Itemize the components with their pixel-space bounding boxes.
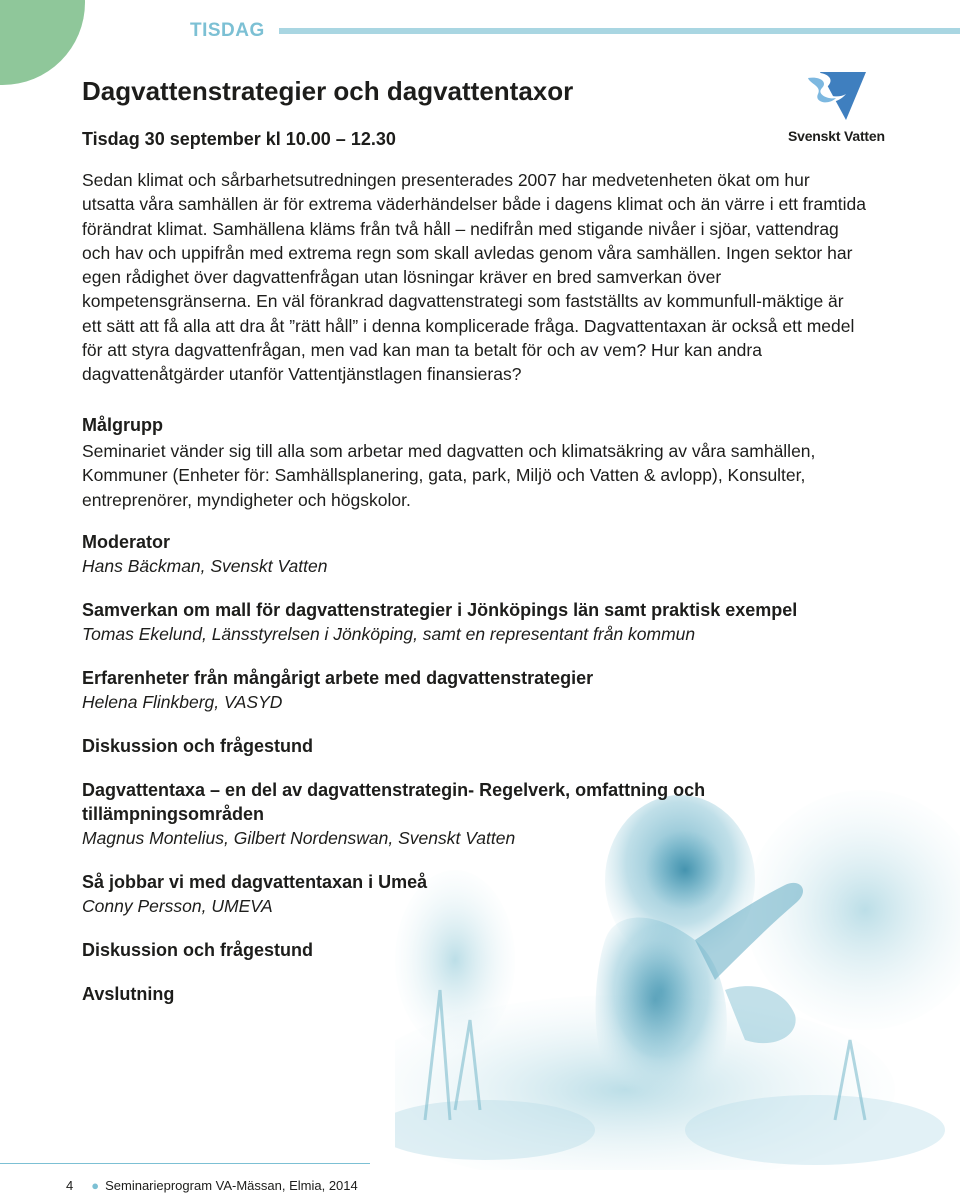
event-date: Tisdag 30 september kl 10.00 – 12.30: [82, 129, 396, 149]
section-header: [190, 20, 960, 42]
session-item: [82, 870, 872, 918]
logo-text: Svenskt Vatten: [788, 128, 885, 144]
bullet-icon: ●: [91, 1178, 100, 1193]
target-group-heading: Målgrupp: [82, 414, 163, 435]
session-item: [82, 734, 872, 758]
page-footer: [66, 1178, 358, 1193]
session-title: Samverkan om mall för dagvattenstrategier i Jönköpings län samt praktisk exempel: [82, 600, 798, 621]
session-item: [82, 666, 872, 714]
session-speaker: Conny Persson, UMEVA: [82, 896, 273, 917]
session-title: Avslutning: [82, 984, 175, 1005]
section-label: TISDAG: [190, 20, 265, 41]
session-title: Erfarenheter från mångårigt arbete med dagvattenstrategier: [82, 668, 594, 689]
session-item: [82, 598, 872, 646]
page-number: 4: [66, 1178, 74, 1193]
session-item: [82, 778, 872, 850]
session-item: [82, 938, 872, 962]
moderator-section: [82, 530, 872, 578]
target-group-section: [82, 413, 872, 513]
target-group-text: Seminariet vänder sig till alla som arbetar med dagvatten och klimatsäkring av våra samhällen, Kommuner (Enheter för: Samhällsplanering, gata, park, Miljö och Vatten & avlopp), Konsulter, entreprenörer, myndigheter och högskolor.: [82, 440, 816, 510]
main-content: [82, 76, 872, 1006]
footer-rule: [0, 1163, 370, 1164]
moderator-name: Hans Bäckman, Svenskt Vatten: [82, 556, 328, 577]
publication-name: Seminarieprogram VA-Mässan, Elmia, 2014: [105, 1178, 358, 1193]
session-title: Diskussion och frågestund: [82, 736, 314, 757]
session-speaker: Tomas Ekelund, Länsstyrelsen i Jönköping, samt en representant från kommun: [82, 624, 696, 645]
session-speaker: Magnus Montelius, Gilbert Nordenswan, Svenskt Vatten: [82, 828, 516, 849]
session-title: Så jobbar vi med dagvattentaxan i Umeå: [82, 872, 428, 893]
session-title: Dagvattentaxa – en del av dagvattenstrategin- Regelverk, omfattning och tillämpningsområden: [82, 780, 706, 825]
moderator-heading: Moderator: [82, 532, 171, 553]
event-intro: Sedan klimat och sårbarhetsutredningen presenterades 2007 har medvetenheten ökat om hur utsatta våra samhällen är för extrema väderhändelser både i dagens klimat och än värre i ett framtida förändrat klimat. Samhällena kläms från två håll – nedifrån med stigande nivåer i sjöar, vattendrag och hav och uppifrån med extrema regn som skall avledas genom våra samhällen. Ingen sektor har egen rådighet över dagvattenfrågan utan lösningar kräver en bred samverkan över kompetensgränserna. En väl förankrad dagvattenstrategi som fastställts av kommunfull-mäktige är ett sätt att få alla att dra åt ”rätt håll” i denna komplicerade fråga. Dagvattentaxan är också ett medel för att styra dagvattenfrågan, men vad kan man ta betalt för och av vem? Hur kan andra dagvattenåtgärder utanför Vattentjänstlagen finansieras?: [82, 170, 867, 385]
session-title: Diskussion och frågestund: [82, 940, 314, 961]
corner-decoration: [0, 0, 85, 85]
event-title: Dagvattenstrategier och dagvattentaxor: [82, 76, 574, 106]
session-speaker: Helena Flinkberg, VASYD: [82, 692, 283, 713]
section-rule: [279, 28, 960, 34]
session-item: [82, 982, 872, 1006]
